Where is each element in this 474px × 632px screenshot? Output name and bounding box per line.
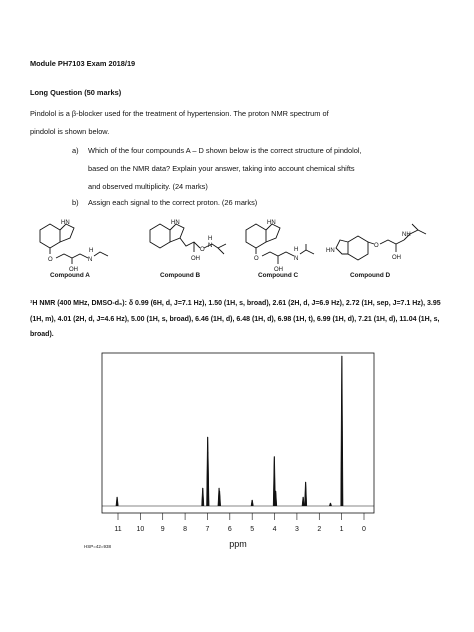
x-tick-label: 9 [160,526,165,533]
x-tick-label: 10 [136,526,145,533]
compound-a-n: N [88,257,93,263]
compound-a-h: H [89,248,94,254]
compound-a-oh: OH [69,267,78,272]
compound-d-ring-nh: HN [326,248,335,254]
spectrum-frame [102,353,374,513]
compound-a-label: Compound A [50,272,90,279]
compound-b-o: O [200,247,205,253]
x-tick-label: 7 [205,526,210,533]
compound-c-n: N [294,256,299,262]
x-tick-label: 0 [362,526,366,533]
nmr-data-text: ¹H NMR (400 MHz, DMSO-d₆): δ 0.99 (6H, d, J=7.1 Hz), 1.50 (1H, s, broad), 2.61 (2H, d, J=6.9 Hz), 2.72 (1H, sep, J=7.1 Hz), 3.95 (1H, m), 4.01 (2H, d, J=4.6 Hz), 5.00 (1H, s, broad), 6.46 (1H, d), 6.48 (1H, d), 6.98 (1H, t), 6.99 (1H, d), 7.21 (1H, d), 11.04 (1H, s, broad). [30,300,441,338]
compound-d-label: Compound D [350,272,391,279]
question-heading: Long Question (50 marks) [30,88,122,97]
spectrum-ticks [114,513,366,533]
x-tick-label: 6 [227,526,232,533]
compound-c-h: H [294,247,299,253]
compound-b-ring-nh: HN [171,220,180,226]
footer-note: HSP=42=938 [84,544,112,549]
part-b-line-1: Assign each signal to the correct proton. (26 marks) [88,198,258,207]
compound-b-label: Compound B [160,272,201,279]
intro-line-1: Pindolol is a β-blocker used for the treatment of hypertension. The proton NMR spectrum of [30,109,329,118]
x-tick-label: 4 [272,526,277,533]
compound-d-o: O [374,243,379,249]
x-tick-label: 8 [183,526,188,533]
compound-d-oh: OH [392,255,401,261]
spectrum-peak [302,497,304,506]
compound-c-ring-nh: HN [267,220,276,226]
compound-d-nh: NH [402,232,411,238]
part-a-line-3: and observed multiplicity. (24 marks) [88,182,208,191]
spectrum-peak [304,482,306,506]
part-a-line-1: Which of the four compounds A – D shown below is the correct structure of pindolol, [88,146,362,155]
compound-a-o: O [48,257,53,263]
x-tick-label: 11 [114,526,122,533]
compound-b-h: H [208,236,213,242]
compound-b-oh: OH [191,256,200,262]
compound-c-o: O [254,256,259,262]
compound-a-ring-nh: HN [61,220,70,226]
part-a-line-2: based on the NMR data? Explain your answer, taking into account chemical shifts [88,164,355,173]
spectrum-peak [341,356,343,506]
spectrum-peak [329,503,331,506]
compound-c-label: Compound C [258,272,299,279]
compound-b-n: N [208,243,213,249]
x-tick-label: 3 [294,526,299,533]
compound-c-oh: OH [274,267,283,272]
intro-line-2: pindolol is shown below. [30,127,110,136]
module-title: Module PH7103 Exam 2018/19 [30,59,136,68]
x-tick-label: 2 [317,526,322,533]
spectrum-peak [251,500,253,506]
spectrum-peaks [116,356,343,506]
spectrum-peak [116,497,118,506]
part-a-marker: a) [72,146,79,155]
x-tick-label: 1 [339,526,344,533]
spectrum-peak [202,488,204,506]
x-tick-label: 5 [250,526,255,533]
x-axis-label: ppm [229,539,247,549]
part-b-marker: b) [72,198,79,207]
